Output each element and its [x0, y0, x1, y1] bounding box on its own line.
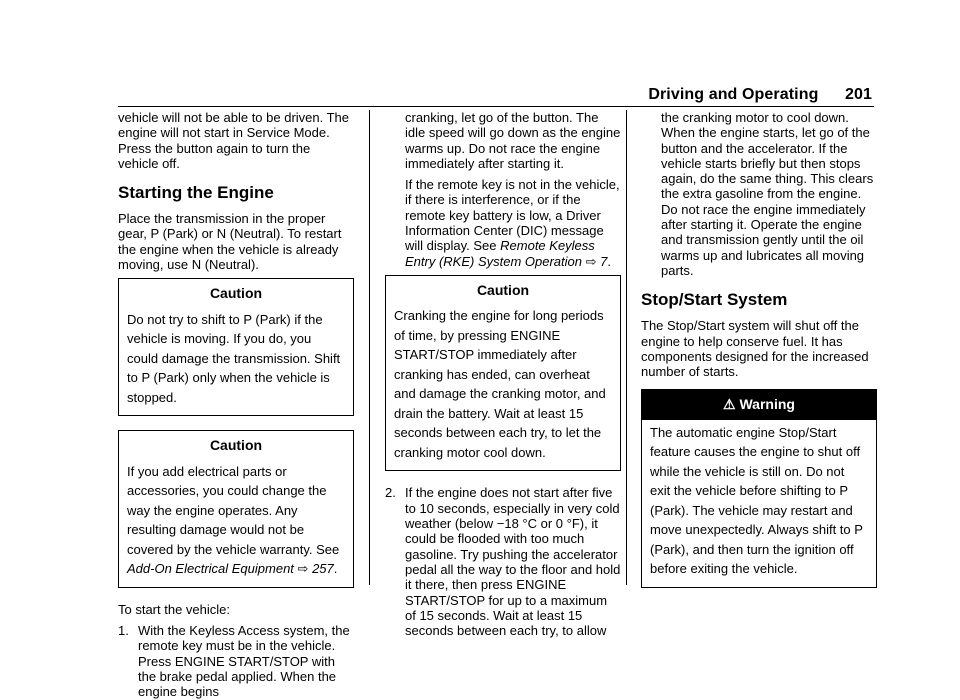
caution-title: Caution [476, 281, 530, 298]
column-divider [369, 110, 370, 585]
paragraph: The Stop/Start system will shut off the engine to help conserve fuel. It has components designed for the increased number of starts. [641, 318, 869, 380]
caution-text: Cranking the engine for long periods of time, by pressing ENGINE START/STOP immediately after cranking has ended, can overheat and damage the cranking motor, and drain the battery. Wait at least 15 seconds between each try, to let the cranking motor cool down. [394, 308, 606, 460]
section-title: Driving and Operating [648, 86, 819, 103]
warning-title-bar: ⚠ Warning [642, 390, 876, 420]
caution-box [118, 430, 354, 588]
caution-box [385, 275, 621, 472]
paragraph: the cranking motor to cool down. When the engine starts, let go of the button and the accelerator. If the vehicle starts briefly but then stops again, do the same thing. This clears the extra gasoline from the engine. Do not race the engine immediately after starting it. Operate the engine and transmission gently until the oil warms up and lubricates all moving parts. [661, 110, 874, 278]
page-ref-arrow-icon: ⇨ [297, 561, 309, 577]
caution-text: If you add electrical parts or accessories, you could change the way the engine operates. Any resulting damage would not be covered by the vehicle warranty. See Add-On Electrical Equipment ⇨ 257. [127, 463, 340, 577]
section-heading-starting: Starting the Engine [118, 183, 274, 203]
caution-title: Caution [209, 437, 263, 454]
page-number: 201 [845, 86, 872, 103]
caution-box [118, 278, 354, 416]
caution-text: Do not try to shift to P (Park) if the vehicle is moving. If you do, you could damage the transmission. Shift to P (Park) only when the vehicle is stopped. [127, 311, 341, 405]
paragraph: cranking, let go of the button. The idle speed will go down as the engine warms up. Do not race the engine immediately after starting it. [405, 110, 621, 171]
column-1 [118, 110, 354, 700]
page-ref[interactable]: 7 [600, 253, 608, 269]
caution-title: Caution [209, 285, 263, 302]
header-rule [118, 106, 874, 107]
warning-icon: ⚠ [723, 396, 736, 413]
column-divider [626, 110, 627, 585]
cross-reference-link[interactable]: Add-On Electrical Equipment [127, 561, 294, 577]
cross-reference-link[interactable]: Remote Keyless Entry (RKE) System Operation [405, 238, 595, 269]
column-2 [385, 110, 621, 638]
page-header [648, 86, 872, 104]
warning-text: The automatic engine Stop/Start feature causes the engine to shut off while the vehicle is still on. Do not exit the vehicle before shifting to P (Park). The vehicle may restart and move unexpectedly. Always shift to P (Park), and then turn the ignition off before exiting the vehicle. [650, 424, 863, 577]
paragraph: To start the vehicle: [118, 601, 230, 617]
page-ref[interactable]: 257 [312, 561, 334, 577]
list-item: 2. If the engine does not start after five to 10 seconds, especially in very cold weather (below −18 °C or 0 °F), it could be flooded with too much gasoline. Try pushing the accelerator pedal all the way to the floor and hold it there, then press ENGINE START/STOP for up to a maximum of 15 seconds. Wait at least 15 seconds between each try, to allow [385, 485, 621, 639]
section-heading-stop-start: Stop/Start System [641, 290, 788, 310]
page-ref-arrow-icon: ⇨ [585, 253, 597, 269]
column-3 [641, 110, 877, 588]
list-item: 1. With the Keyless Access system, the remote key must be in the vehicle. Press ENGINE START/STOP with the brake pedal applied. When the engine begins [118, 623, 350, 700]
warning-box [641, 389, 877, 588]
intro-paragraph: vehicle will not be able to be driven. The engine will not start in Service Mode. Press the button again to turn the vehicle off. [118, 110, 350, 171]
paragraph: Place the transmission in the proper gear, P (Park) or N (Neutral). To restart the engine when the vehicle is already moving, use N (Neutral). [118, 211, 342, 273]
paragraph: If the remote key is not in the vehicle, if there is interference, or if the remote key battery is low, a Driver Information Center (DIC) message will display. See Remote Keyless Entry (RKE) System Operation ⇨ 7. [405, 177, 620, 269]
